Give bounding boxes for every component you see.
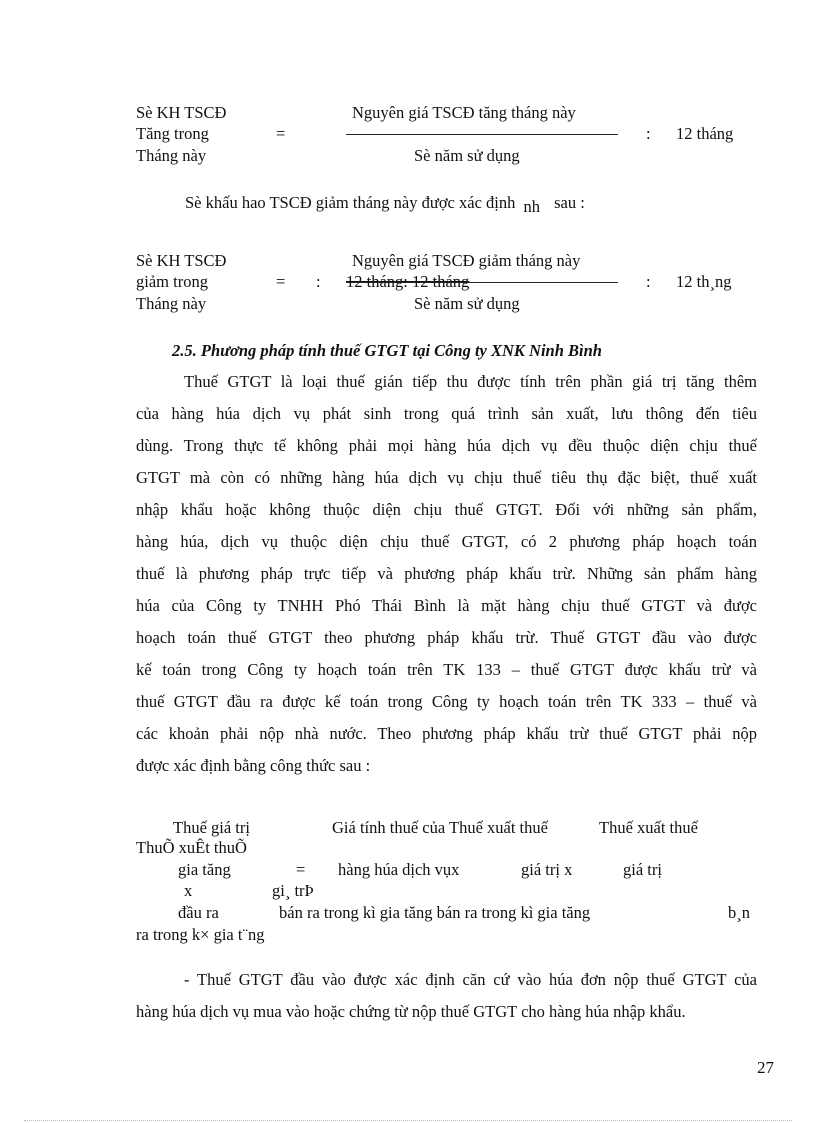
tax-formula-r6-a: ra trong k× gia t¨ng [136, 925, 265, 944]
paragraph-line: của hàng húa dịch vụ phát sinh trong quá trình sản xuất, lưu thông đến tiêu [136, 404, 757, 423]
body-paragraph [136, 366, 757, 782]
paragraph-line: nhập khẩu hoặc không thuộc diện chịu thuế GTGT. Đối với những sản phẩm, [136, 500, 757, 519]
decrease-intro-sau: sau : [554, 193, 585, 212]
input-vat-paragraph [136, 964, 757, 1028]
paragraph-line: húa của Công ty TNHH Phó Thái Bình là mặt hàng chịu thuế GTGT và được [136, 596, 757, 615]
formula2-fraction-bar [346, 282, 618, 283]
formula2-equals: = [276, 272, 286, 291]
paragraph-line: - Thuế GTGT đầu vào được xác định căn cứ vào húa đơn nộp thuế GTGT của [184, 970, 757, 989]
paragraph-line: Thuế GTGT là loại thuế gián tiếp thu được tính trên phần giá trị tăng thêm [184, 372, 757, 391]
paragraph-line: được xác định bằng công thức sau : [136, 756, 371, 775]
decrease-intro-text: Sè khấu hao TSCĐ giảm tháng này được xác định [185, 193, 516, 212]
paragraph-line: thuế là phương pháp trực tiếp và phương pháp khấu trừ. Những sản phẩm hàng [136, 564, 757, 583]
formula2-struck-text: 12 tháng: 12 tháng [346, 272, 470, 291]
tax-formula-r3-e: giá trị [623, 860, 662, 879]
formula1-denominator: Sè năm sử dụng [414, 146, 520, 165]
tax-formula-r3-b: = [296, 860, 306, 879]
formula1-left-line-1: Sè KH TSCĐ [136, 103, 227, 122]
tax-formula-r1-b: Giá tính thuế của Thuế xuất thuế [332, 818, 548, 837]
paragraph-line: hàng húa dịch vụ mua vào hoặc chứng từ nộp thuế GTGT cho hàng húa nhập khẩu. [136, 1002, 686, 1021]
paragraph-line: thuế GTGT đầu ra được kế toán trong Công ty hoạch toán trên TK 333 – thuế và [136, 692, 757, 711]
tax-formula-r3-c: hàng húa dịch vụx [338, 860, 460, 879]
formula2-colon-a: : [316, 272, 321, 291]
paragraph-line: GTGT mà còn có những hàng húa dịch vụ chịu thuế tiêu thụ đặc biệt, thuế xuất [136, 468, 757, 487]
paragraph-line: hoạch toán thuế GTGT theo phương pháp khấu trừ. Thuế GTGT đầu vào được [136, 628, 757, 647]
section-heading: 2.5. Phương pháp tính thuế GTGT tại Công ty XNK Ninh Bình [172, 341, 602, 360]
paragraph-line: hàng húa, dịch vụ thuộc diện chịu thuế GTGT, có 2 phương pháp hoạch toán [136, 532, 757, 551]
tax-formula-r2-a: ThuÕ xuÊt thuÕ [136, 838, 247, 857]
formula2-numerator: Nguyên giá TSCĐ giảm tháng này [352, 251, 581, 270]
formula1-months: 12 tháng [676, 124, 734, 143]
formula1-fraction-bar [346, 134, 618, 135]
formula1-numerator: Nguyên giá TSCĐ tăng tháng này [352, 103, 576, 122]
tax-formula-r5-c: b¸n [728, 903, 750, 922]
formula2-denominator: Sè năm sử dụng [414, 294, 520, 313]
formula2-left-line-1: Sè KH TSCĐ [136, 251, 227, 270]
formula1-colon: : [646, 124, 651, 143]
tax-formula-r4-b: gi¸ trÞ [272, 881, 314, 900]
paragraph-line: các khoản phải nộp nhà nước. Theo phương pháp khấu trừ thuế GTGT phải nộp [136, 724, 757, 743]
decrease-intro-line [185, 193, 585, 216]
page-number: 27 [757, 1058, 774, 1077]
formula1-equals: = [276, 124, 286, 143]
tax-formula-r3-d: giá trị x [521, 860, 573, 879]
formula2-left-line-3: Tháng này [136, 294, 207, 313]
formula2-left-line-2: giảm trong [136, 272, 208, 291]
formula2-months: 12 th¸ng [676, 272, 732, 291]
paragraph-line: kế toán trong Công ty hoạch toán trên TK 133 – thuế GTGT được khấu trừ và [136, 660, 757, 679]
tax-formula-r5-b: bán ra trong kì gia tăng bán ra trong kì gia tăng [279, 903, 591, 922]
paragraph-line: dùng. Trong thực tế không phải mọi hàng húa dịch vụ đều thuộc diện chịu thuế [136, 436, 757, 455]
tax-formula-r4-a: x [184, 881, 193, 900]
footer-divider [24, 1120, 792, 1121]
formula2-colon-b: : [646, 272, 651, 291]
tax-formula-r1-c: Thuế xuất thuế [599, 818, 698, 837]
formula1-left-line-3: Tháng này [136, 146, 207, 165]
decrease-intro-nh: nh [523, 197, 540, 216]
formula1-left-line-2: Tăng trong [136, 124, 209, 143]
tax-formula-r5-a: đầu ra [178, 903, 219, 922]
tax-formula-r3-a: gia tăng [178, 860, 231, 879]
tax-formula-r1-a: Thuế giá trị [173, 818, 250, 837]
